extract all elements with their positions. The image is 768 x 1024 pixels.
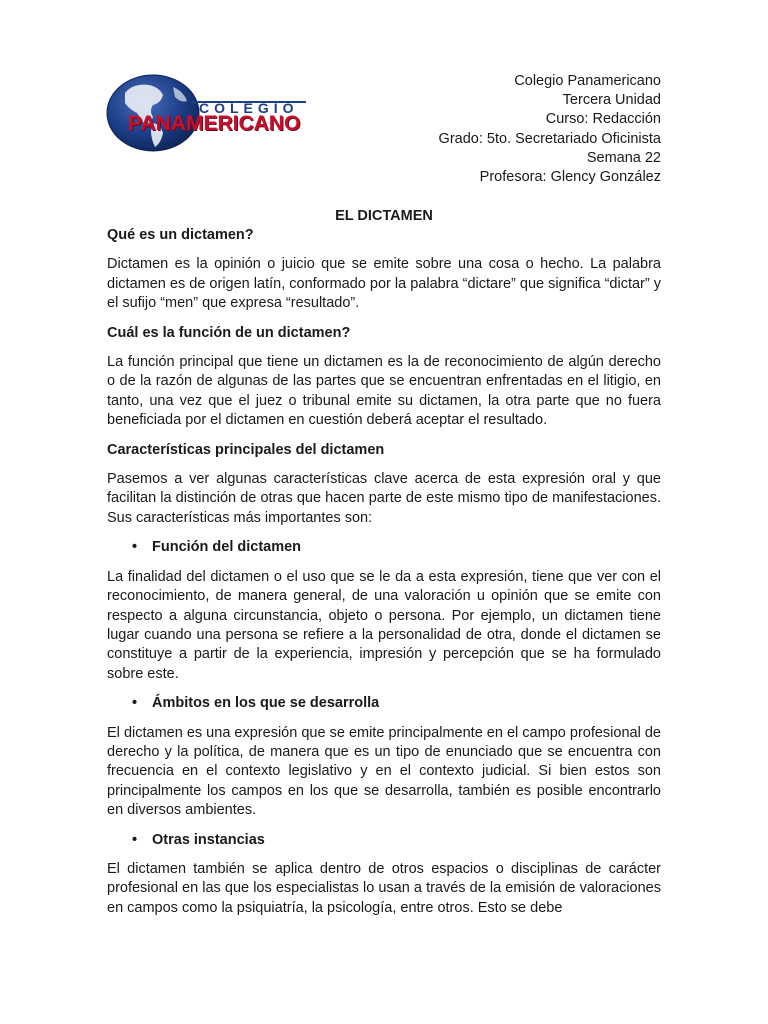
paragraph-characteristics: Pasemos a ver algunas características clave acerca de esta expresión oral y que facilitan la distinción de otras que hacen parte de este mismo tipo de manifestaciones. Sus características más importantes son: bbox=[107, 471, 661, 526]
header-course: Curso: Redacción bbox=[545, 111, 661, 128]
bullet-funcion bbox=[107, 538, 661, 557]
paragraph-otras: El dictamen también se aplica dentro de otros espacios o disciplinas de carácter profesional en las que los especialistas lo usan a través de la emisión de valoraciones en campos como la psiquiatría, la psicología, entre otros. Esto se debe bbox=[107, 860, 661, 916]
heading-caracteristicas: Características principales del dictamen bbox=[107, 441, 385, 458]
logo-text-panamericano: PANAMERICANO bbox=[128, 112, 301, 135]
heading-que-es: Qué es un dictamen? bbox=[107, 227, 254, 243]
paragraph-ambitos: El dictamen es una expresión que se emite principalmente en el campo profesional de derecho y la política, de manera que es un tipo de enunciado que se encuentra con frecuencia en el contexto legislativo y en el contexto judicial. Si bien estos son principalmente los campos en los que se desarrolla, también es posible encontrarlo en diversos ambientes. bbox=[107, 724, 661, 819]
bullet-label: Ámbitos en los que se desarrolla bbox=[152, 695, 380, 712]
bullet-label: Otras instancias bbox=[152, 831, 265, 848]
header-grade: Grado: 5to. Secretariado Oficinista bbox=[438, 130, 661, 147]
header-teacher: Profesora: Glency González bbox=[479, 169, 661, 186]
bullet-otras bbox=[107, 831, 661, 850]
document-body bbox=[107, 226, 661, 928]
document-title: EL DICTAMEN bbox=[335, 208, 433, 224]
paragraph-definition: Dictamen es la opinión o juicio que se emite sobre una cosa o hecho. La palabra dictamen es de origen latín, conformado por la palabra “dictare” que significa “dictar” y el sufijo “men” que expresa “resultado”. bbox=[107, 256, 661, 312]
logo-text-colegio: COLEGIO bbox=[199, 100, 299, 116]
bullet-label: Función del dictamen bbox=[152, 539, 302, 556]
paragraph-finalidad: La finalidad del dictamen o el uso que se le da a esta expresión, tiene que ver con el reconocimiento, de manera general, de una valoración u opinión que se emite con respecto a alguna circunstancia, objeto o persona. Por ejemplo, un dictamen tiene lugar cuando una persona se refiere a la personalidad de otra, donde el dictamen se constituye a partir de la experiencia, impresión y percepción que se ha formulado sobre este. bbox=[107, 568, 661, 682]
bullet-dot: • bbox=[132, 539, 138, 556]
header-unit: Tercera Unidad bbox=[562, 92, 661, 109]
document-header bbox=[439, 72, 661, 187]
bullet-dot: • bbox=[132, 831, 138, 848]
heading-funcion: Cuál es la función de un dictamen? bbox=[107, 324, 351, 341]
bullet-dot: • bbox=[132, 695, 138, 712]
school-logo bbox=[103, 73, 308, 153]
paragraph-function: La función principal que tiene un dictamen es la de reconocimiento de algún derecho o de la razón de algunas de las partes que se encuentran enfrentadas en el litigio, en tanto, una vez que el juez o tribunal emite su dictamen, la otra parte que no fuera beneficiada por el dictamen en cuestión deberá aceptar el resultado. bbox=[107, 354, 661, 429]
header-week: Semana 22 bbox=[586, 149, 661, 166]
bullet-ambitos bbox=[107, 694, 661, 713]
header-school: Colegio Panamericano bbox=[514, 73, 661, 89]
